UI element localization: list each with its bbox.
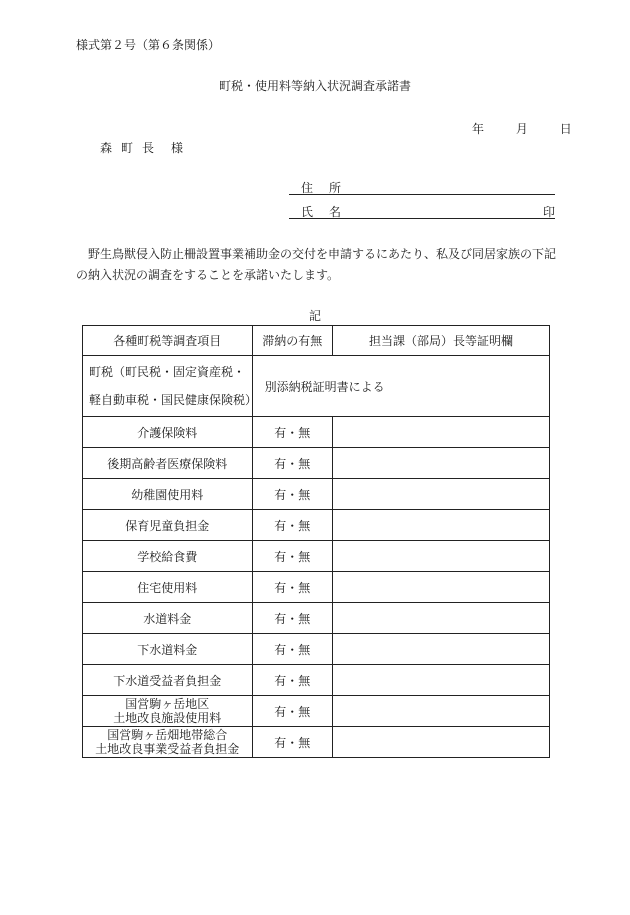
- row-status[interactable]: 有・無: [252, 572, 332, 603]
- row-certification-cell[interactable]: [332, 448, 549, 479]
- table-row: [83, 665, 550, 696]
- town-tax-line1: 町税（町民税・固定資産税・: [89, 365, 246, 379]
- header-certification: 担当課（部局）長等証明欄: [332, 326, 549, 356]
- addressee-name: 森町長: [100, 141, 164, 155]
- table-header-row: [83, 326, 550, 356]
- row-status[interactable]: 有・無: [252, 510, 332, 541]
- row-status[interactable]: 有・無: [252, 417, 332, 448]
- row-certification-cell[interactable]: [332, 665, 549, 696]
- table-row-town-tax: [83, 356, 550, 417]
- row-status[interactable]: 有・無: [252, 448, 332, 479]
- row-item: 水道料金: [83, 603, 253, 634]
- row-certification-cell[interactable]: [332, 603, 549, 634]
- survey-table: [82, 325, 550, 758]
- form-number: 様式第２号（第６条関係）: [76, 38, 221, 52]
- header-arrears: 滞納の有無: [252, 326, 332, 356]
- address-field[interactable]: [289, 180, 555, 195]
- row-certification-cell[interactable]: [332, 417, 549, 448]
- row-item: 介護保険料: [83, 417, 253, 448]
- table-row: [83, 541, 550, 572]
- row-item-line1: 国営駒ヶ岳地区: [125, 697, 210, 711]
- date-month: 月: [515, 122, 528, 136]
- date-day: 日: [559, 122, 572, 136]
- address-label: 住所: [301, 181, 358, 195]
- table-row: [83, 572, 550, 603]
- row-item-line1: 国営駒ヶ岳畑地帯総合: [107, 728, 228, 742]
- seal-mark: 印: [542, 205, 555, 219]
- row-status[interactable]: 有・無: [252, 665, 332, 696]
- name-label: 氏名: [301, 205, 358, 219]
- table-row: [83, 696, 550, 727]
- table-row: [83, 448, 550, 479]
- date-year: 年: [472, 122, 485, 136]
- row-item: 下水道受益者負担金: [83, 665, 253, 696]
- row-item-line2: 土地改良事業受益者負担金: [95, 742, 240, 756]
- town-tax-item: [83, 356, 258, 417]
- row-item: [83, 696, 253, 727]
- row-status[interactable]: 有・無: [252, 603, 332, 634]
- row-status[interactable]: 有・無: [252, 479, 332, 510]
- consent-statement: 野生鳥獣侵入防止柵設置事業補助金の交付を申請するにあたり、私及び同居家族の下記の納入状況の調査をすることを承諾いたします。: [76, 247, 557, 282]
- row-certification-cell[interactable]: [332, 727, 549, 758]
- row-item: 後期高齢者医療保険料: [83, 448, 253, 479]
- table-row: [83, 479, 550, 510]
- date-line: [472, 120, 574, 137]
- row-certification-cell[interactable]: [332, 696, 549, 727]
- row-status[interactable]: 有・無: [252, 696, 332, 727]
- table-row: [83, 417, 550, 448]
- table-row: [83, 634, 550, 665]
- row-item: 学校給食費: [83, 541, 253, 572]
- row-status[interactable]: 有・無: [252, 727, 332, 758]
- table-row: [83, 510, 550, 541]
- addressee: [100, 139, 192, 156]
- header-item: 各種町税等調査項目: [83, 326, 253, 356]
- table-row: [83, 727, 550, 758]
- row-certification-cell[interactable]: [332, 479, 549, 510]
- row-certification-cell[interactable]: [332, 634, 549, 665]
- row-status[interactable]: 有・無: [252, 541, 332, 572]
- row-certification-cell[interactable]: [332, 510, 549, 541]
- row-item: 幼稚園使用料: [83, 479, 253, 510]
- addressee-honorific: 様: [171, 141, 193, 155]
- row-item: 保育児童負担金: [83, 510, 253, 541]
- row-item: 下水道料金: [83, 634, 253, 665]
- name-field[interactable]: [289, 204, 555, 219]
- row-certification-cell[interactable]: [332, 572, 549, 603]
- town-tax-line2: 軽自動車税・国民健康保険税）: [89, 393, 258, 407]
- ki-heading: 記: [308, 309, 321, 323]
- row-certification-cell[interactable]: [332, 541, 549, 572]
- row-item-line2: 土地改良施設使用料: [113, 711, 222, 725]
- row-status[interactable]: 有・無: [252, 634, 332, 665]
- row-item: [83, 727, 253, 758]
- row-item: 住宅使用料: [83, 572, 253, 603]
- document-title: 町税・使用料等納入状況調査承諾書: [218, 79, 411, 93]
- town-tax-note: 別添納税証明書による: [252, 356, 549, 417]
- table-row: [83, 603, 550, 634]
